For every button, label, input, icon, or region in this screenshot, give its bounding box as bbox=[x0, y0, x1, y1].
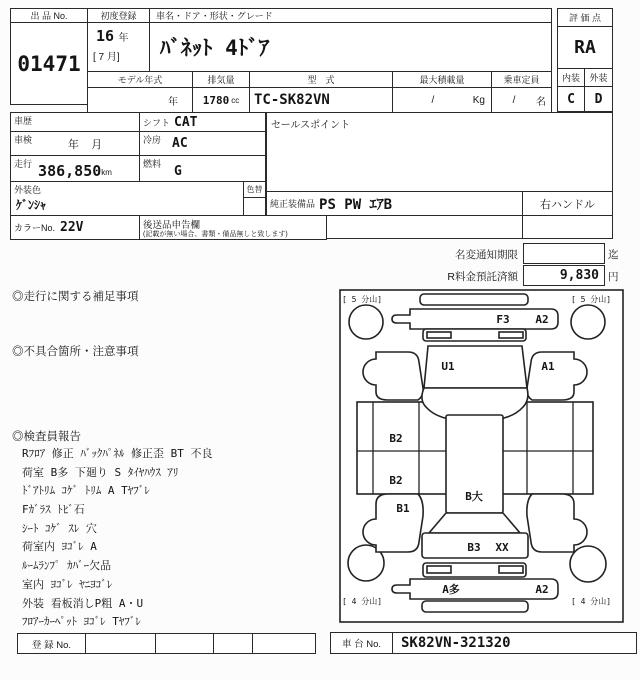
max-load-value: / Kg bbox=[392, 87, 492, 113]
inspection-cell: 車検 年 月 bbox=[10, 131, 140, 156]
interior-header: 内装 bbox=[557, 68, 585, 87]
mileage-cell: 走行 386,850 km bbox=[10, 155, 140, 182]
model-year-header: モデル年式 bbox=[87, 71, 193, 88]
mark-b-large: B大 bbox=[465, 490, 483, 503]
car-name-header: 車名・ドア・形状・グレード bbox=[149, 8, 552, 23]
registration-no-label: 登 録 No. bbox=[18, 634, 86, 653]
report-line: 室内 ﾖｺﾞﾚ ﾔﾆﾖｺﾞﾚ bbox=[22, 577, 113, 591]
later-items-cell: 後送品申告欄 (記載が無い場合、書類・備品無しと致します) bbox=[139, 215, 327, 240]
mark-a2-rear: A2 bbox=[535, 583, 549, 596]
tire-tread-front-left: [ 5 分山] bbox=[342, 295, 383, 304]
grade-value: RA bbox=[557, 26, 613, 69]
rear-bumper-bar bbox=[392, 579, 558, 599]
displacement-header: 排気量 bbox=[192, 71, 250, 88]
color-change-cell: 色替 bbox=[243, 181, 266, 216]
mark-u1: U1 bbox=[441, 360, 455, 373]
capacity-header: 乗車定員 bbox=[491, 71, 552, 88]
inspector-heading: ◎検査員報告 bbox=[12, 431, 81, 443]
report-line: ﾙｰﾑﾗﾝﾌﾟ ｶﾊﾞｰ欠品 bbox=[22, 559, 112, 573]
recycle-value: 9,830 bbox=[523, 265, 605, 286]
exterior-color-cell: 外装色 ｹﾞﾝｼｬ bbox=[10, 181, 244, 216]
tire-tread-rear-left: [ 4 分山] bbox=[342, 597, 383, 606]
mark-b1: B1 bbox=[396, 502, 410, 515]
tire-rear-right bbox=[570, 546, 606, 582]
name-change-suffix: 迄 bbox=[608, 249, 619, 261]
report-line: Rﾌﾛｱ 修正 ﾊﾞｯｸﾊﾟﾈﾙ 修正歪 BT 不良 bbox=[22, 447, 213, 460]
registration-no-box bbox=[17, 633, 316, 654]
equipment-cell: 純正装備品 PS PW ｴｱB bbox=[266, 191, 523, 216]
exterior-header: 外装 bbox=[584, 68, 613, 87]
shift-cell: シフト CAT bbox=[139, 112, 266, 132]
chassis-no-box bbox=[330, 632, 637, 654]
fuel-cell: 燃料 G bbox=[139, 155, 266, 182]
name-change-box bbox=[523, 243, 605, 264]
rear-taper bbox=[429, 513, 520, 533]
tire-front-right bbox=[571, 305, 605, 339]
front-bumper-top bbox=[420, 294, 528, 305]
grade-header: 評 価 点 bbox=[557, 8, 613, 27]
model-year-value: 年 bbox=[87, 87, 193, 113]
chassis-no-value: SK82VN-321320 bbox=[401, 635, 511, 651]
mileage-notes-heading: ◎走行に関する補足事項 bbox=[12, 291, 139, 303]
registration-cell bbox=[253, 634, 315, 653]
tire-tread-front-right: [ 5 分山] bbox=[571, 295, 612, 304]
report-line: ｼｰﾄ ｺｹﾞ ｽﾚ 穴 bbox=[22, 521, 97, 535]
report-line: ﾄﾞｱﾄﾘﾑ ｺｹﾞ ﾄﾘﾑ A Tﾔﾌﾞﾚ bbox=[22, 484, 150, 498]
lot-no-value: 01471 bbox=[10, 22, 88, 105]
recycle-label: R料金預託済額 bbox=[447, 271, 518, 283]
report-line: 荷室内 ﾖｺﾞﾚ A bbox=[22, 540, 97, 554]
mark-a2-front: A2 bbox=[535, 313, 549, 326]
report-line: 外装 看板消しP粗 A・U bbox=[22, 596, 144, 610]
mark-xx: XX bbox=[495, 541, 509, 554]
exterior-grade: D bbox=[584, 86, 613, 112]
max-load-header: 最大積載量 bbox=[392, 71, 492, 88]
report-line: 荷室 B多 下廻り S ﾀｲﾔﾊｳｽ ｱﾘ bbox=[22, 465, 179, 479]
empty-cell-left bbox=[326, 215, 523, 239]
report-line: Fｶﾞﾗｽ ﾄﾋﾞ石 bbox=[22, 503, 85, 517]
mark-b2-lower: B2 bbox=[389, 474, 403, 487]
interior-grade: C bbox=[557, 86, 585, 112]
defects-heading: ◎不具合箇所・注意事項 bbox=[12, 346, 139, 358]
rear-bumper-bottom bbox=[422, 601, 528, 612]
front-lamp-right bbox=[499, 332, 523, 338]
capacity-value: / 名 bbox=[491, 87, 552, 113]
tire-front-left bbox=[349, 305, 383, 339]
front-lamp-left bbox=[427, 332, 451, 338]
tire-tread-rear-right: [ 4 分山] bbox=[571, 597, 612, 606]
rear-lamp-right bbox=[499, 566, 523, 573]
first-reg-header: 初度登録 bbox=[87, 8, 150, 23]
mark-f3: F3 bbox=[496, 313, 510, 326]
model-code-header: 型 式 bbox=[249, 71, 393, 88]
displacement-value: 1780 cc bbox=[192, 87, 250, 113]
ac-cell: 冷房 AC bbox=[139, 131, 266, 156]
front-panel-bar bbox=[392, 309, 558, 329]
color-no-cell: カラーNo. 22V bbox=[10, 215, 140, 240]
first-reg-year: 16 年 bbox=[96, 27, 129, 45]
registration-cell bbox=[86, 634, 156, 653]
history-cell: 車歴 bbox=[10, 112, 140, 132]
first-reg-month: [ 7 月] bbox=[93, 52, 120, 63]
car-name-value: ﾊﾞﾈｯﾄ 4ﾄﾞｱ bbox=[149, 22, 552, 72]
handle-cell: 右ハンドル bbox=[522, 191, 613, 216]
registration-cell bbox=[214, 634, 253, 653]
chassis-no-label: 車 台 No. bbox=[331, 633, 393, 653]
lot-no-header: 出 品 No. bbox=[10, 8, 88, 23]
mark-b2-upper: B2 bbox=[389, 432, 403, 445]
mark-a-multi: A多 bbox=[442, 583, 460, 596]
model-code-value: TC-SK82VN bbox=[249, 87, 393, 113]
report-line: ﾌﾛｱｰｶｰﾍﾟｯﾄ ﾖｺﾞﾚ Tﾔﾌﾞﾚ bbox=[22, 615, 141, 629]
registration-cell bbox=[156, 634, 214, 653]
mark-a1: A1 bbox=[541, 360, 555, 373]
name-change-label: 名変通知期限 bbox=[455, 249, 518, 261]
windshield bbox=[424, 346, 527, 388]
recycle-unit: 円 bbox=[608, 271, 619, 283]
sales-point-cell: セールスポイント bbox=[266, 112, 613, 192]
inspector-report bbox=[22, 445, 332, 632]
mark-b3: B3 bbox=[467, 541, 481, 554]
empty-cell-right bbox=[522, 215, 613, 239]
rear-lamp-left bbox=[427, 566, 451, 573]
car-damage-diagram bbox=[338, 288, 625, 624]
